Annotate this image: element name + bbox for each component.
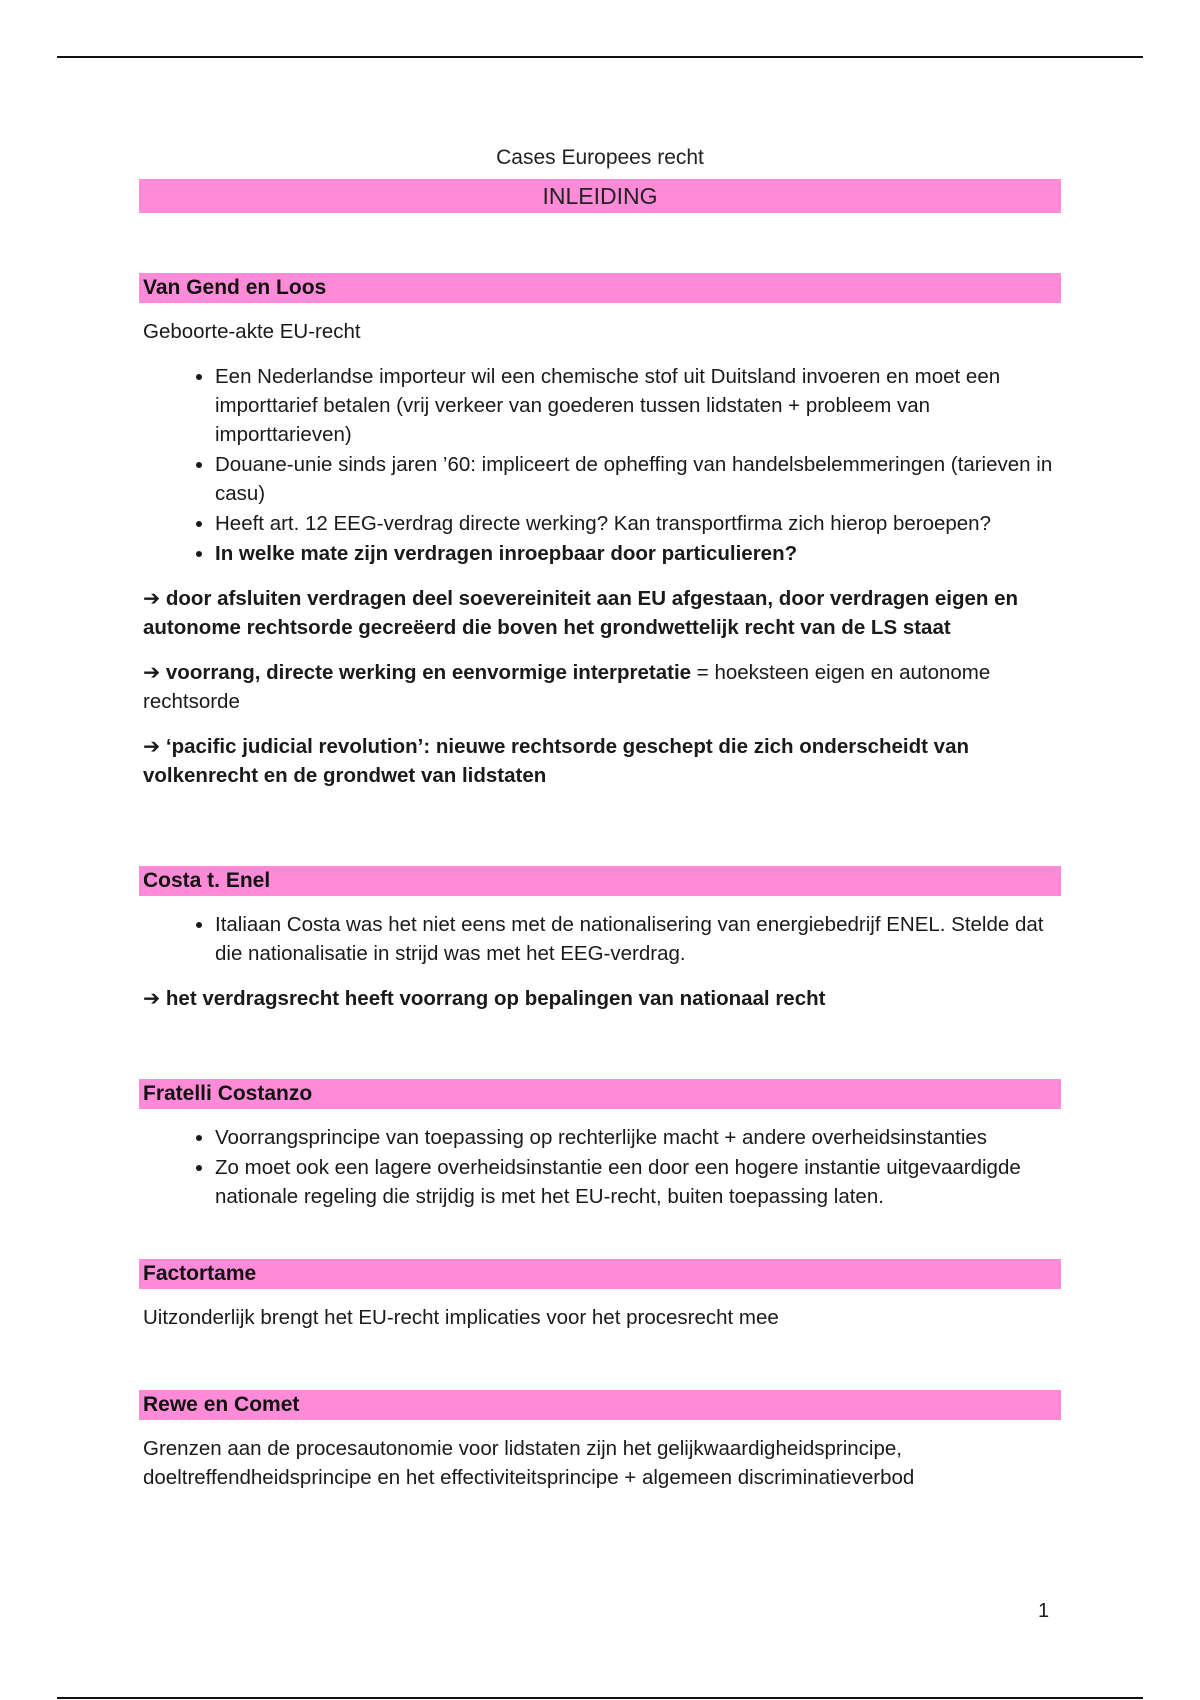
case-bullets (139, 362, 1061, 568)
case-costa-enel (139, 866, 1061, 1013)
bullet-item: • Italiaan Costa was het niet eens met de nationalisering van energiebedrijf ENEL. Stelde dat die nationalisatie in strijd was met het EEG-verdrag. (215, 910, 1061, 968)
case-bullets (139, 1123, 1061, 1211)
arrow-icon: ➔ (143, 587, 161, 610)
case-rewe-comet (139, 1390, 1061, 1492)
bullet-item: • Voorrangsprincipe van toepassing op rechterlijke macht + andere overheidsinstanties (215, 1123, 1061, 1152)
document-title: Cases Europees recht (496, 146, 704, 169)
case-heading: Costa t. Enel (139, 866, 1061, 896)
conclusion (143, 732, 1061, 790)
case-fratelli-costanzo (139, 1079, 1061, 1211)
spacer (139, 806, 1061, 866)
case-heading: Fratelli Costanzo (139, 1079, 1061, 1109)
bullet-item: • Heeft art. 12 EEG-verdrag directe werking? Kan transportfirma zich hierop beroepen? (215, 509, 1061, 538)
spacer (139, 1029, 1061, 1079)
case-bullets (139, 910, 1061, 968)
footer-rule (57, 1697, 1143, 1699)
conclusion (143, 984, 1061, 1013)
conclusion-text: ‘pacific judicial revolution’: nieuwe rechtsorde geschept die zich onderscheidt van volkenrecht en de grondwet van lidstaten (143, 735, 969, 787)
bullet-item: • In welke mate zijn verdragen inroepbaar door particulieren? (215, 539, 1061, 568)
conclusion (143, 584, 1061, 642)
spacer (139, 1227, 1061, 1259)
conclusion-text: het verdragsrecht heeft voorrang op bepalingen van nationaal recht (165, 987, 826, 1010)
arrow-icon: ➔ (143, 987, 161, 1010)
conclusion (143, 658, 1061, 716)
conclusion-text: = hoeksteen eigen en autonome rechtsorde (143, 661, 991, 713)
case-text: Uitzonderlijk brengt het EU-recht implicaties voor het procesrecht mee (143, 1306, 779, 1329)
conclusion-text: door afsluiten verdragen deel soevereiniteit aan EU afgestaan, door verdragen eigen en autonome rechtsorde gecreëerd die boven het grondwettelijk recht van de LS staat (143, 587, 1019, 639)
bullet-item: • Douane-unie sinds jaren ’60: impliceert de opheffing van handelsbelemmeringen (tarieven in casu) (215, 450, 1061, 508)
case-heading: Rewe en Comet (139, 1390, 1061, 1420)
document-body (139, 143, 1061, 1508)
case-heading: Factortame (139, 1259, 1061, 1289)
case-van-gend-en-loos (139, 273, 1061, 790)
bullet-item: • Zo moet ook een lagere overheidsinstantie een door een hogere instantie uitgevaardigde nationale regeling die strijdig is met het EU-recht, buiten toepassing laten. (215, 1153, 1061, 1211)
page-number: 1 (1038, 1600, 1050, 1622)
case-text: Grenzen aan de procesautonomie voor lidstaten zijn het gelijkwaardigheidsprincipe, doeltreffendheidsprincipe en het effectiviteitsprincipe + algemeen discriminatieverbod (143, 1437, 915, 1489)
chapter-heading: INLEIDING (139, 179, 1061, 213)
header-rule (57, 56, 1143, 58)
spacer (139, 1348, 1061, 1390)
case-factortame (139, 1259, 1061, 1332)
case-intro: Geboorte-akte EU-recht (143, 320, 361, 343)
arrow-icon: ➔ (143, 735, 161, 758)
case-heading: Van Gend en Loos (139, 273, 1061, 303)
arrow-icon: ➔ (143, 661, 161, 684)
bullet-item: • Een Nederlandse importeur wil een chemische stof uit Duitsland invoeren en moet een importtarief betalen (vrij verkeer van goederen tussen lidstaten + probleem van importtarieven) (215, 362, 1061, 449)
conclusion-bold-text: voorrang, directe werking en eenvormige interpretatie (165, 661, 692, 684)
